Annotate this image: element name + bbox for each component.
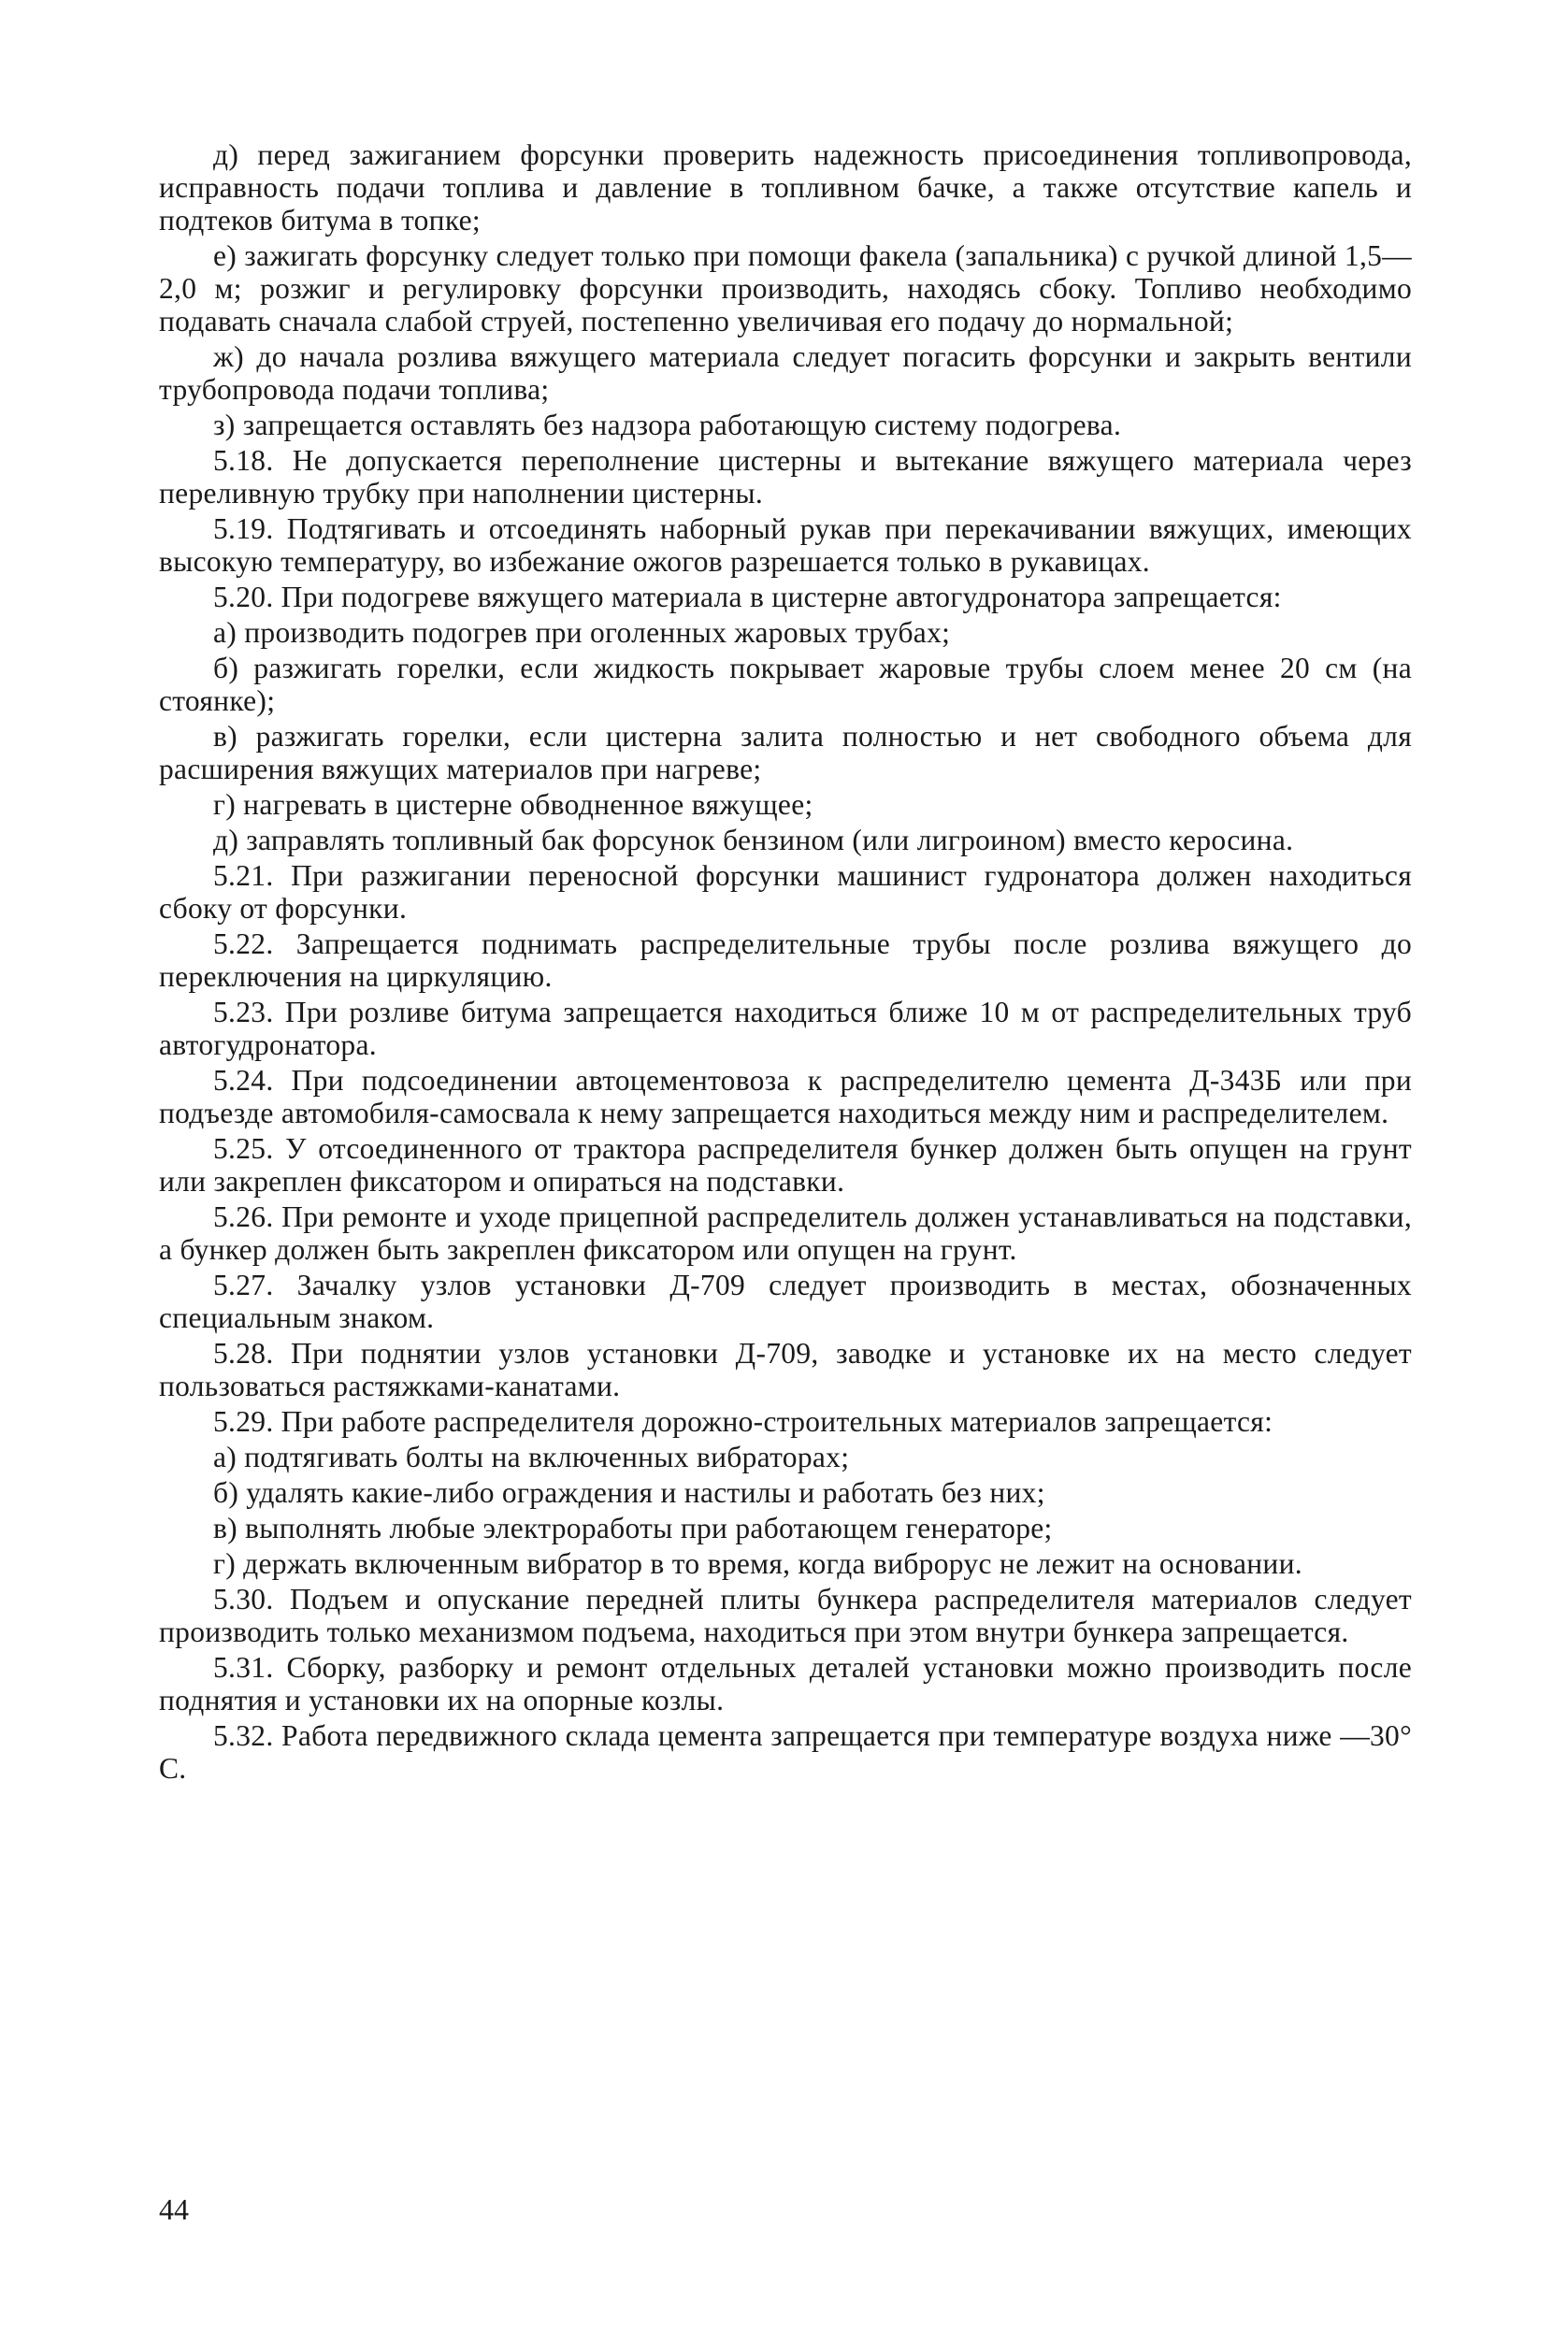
paragraph-5-29-v: в) выполнять любые электроработы при работающем генераторе; [213,1512,1053,1544]
paragraph-5-29-b: б) удалять какие-либо ограждения и настилы и работать без них; [213,1476,1045,1509]
paragraph-5-28: 5.28. При поднятии узлов установки Д-709, заводке и установке их на место следует пользоваться растяжками-канатами. [159,1337,1412,1402]
paragraph-e-torch-ignition: е) зажигать форсунку следует только при помощи факела (запальника) с ручкой длиной 1,5—2,0 м; розжиг и регулировку форсунки производить, находясь сбоку. Топливо необходимо подавать сначала слабой струей, постепенно увеличивая его подачу до нормальной; [159,239,1412,338]
paragraph-5-26: 5.26. При ремонте и уходе прицепной распределитель должен устанавливаться на подставки, а бункер должен быть закреплен фиксатором или опущен на грунт. [159,1200,1412,1266]
paragraph-5-30: 5.30. Подъем и опускание передней плиты бункера распределителя материалов следует производить только механизмом подъема, находиться при этом внутри бункера запрещается. [159,1583,1412,1648]
paragraph-5-18: 5.18. Не допускается переполнение цистерны и вытекание вяжущего материала через переливную трубку при наполнении цистерны. [159,444,1412,510]
paragraph-5-22: 5.22. Запрещается поднимать распределительные трубы после розлива вяжущего до переключения на циркуляцию. [159,927,1412,993]
paragraph-5-20-b: б) разжигать горелки, если жидкость покрывает жаровые трубы слоем менее 20 см (на стоянке); [159,652,1412,717]
paragraph-5-23: 5.23. При розливе битума запрещается находиться ближе 10 м от распределительных труб автогудронатора. [159,996,1412,1061]
paragraph-5-32: 5.32. Работа передвижного склада цемента запрещается при температуре воздуха ниже —30° С. [159,1719,1412,1785]
paragraph-5-29-g: г) держать включенным вибратор в то время, когда виброрус не лежит на основании. [213,1547,1302,1580]
paragraph-5-20-d: д) заправлять топливный бак форсунок бензином (или лигроином) вместо керосина. [213,824,1294,856]
paragraph-5-24: 5.24. При подсоединении автоцементовоза к распределителю цемента Д-343Б или при подъезде автомобиля-самосвала к нему запрещается находиться между ним и распределителем. [159,1064,1412,1129]
paragraph-5-25: 5.25. У отсоединенного от трактора распределителя бункер должен быть опущен на грунт или закреплен фиксатором и опираться на подставки. [159,1132,1412,1198]
paragraph-5-21: 5.21. При разжигании переносной форсунки машинист гудронатора должен находиться сбоку от форсунки. [159,859,1412,925]
paragraph-5-19: 5.19. Подтягивать и отсоединять наборный рукав при перекачивании вяжущих, имеющих высокую температуру, во избежание ожогов разрешается только в рукавицах. [159,512,1412,578]
paragraph-5-29: 5.29. При работе распределителя дорожно-строительных материалов запрещается: [213,1405,1273,1438]
paragraph-5-31: 5.31. Сборку, разборку и ремонт отдельных деталей установки можно производить после поднятия и установки их на опорные козлы. [159,1651,1412,1716]
paragraph-z-supervision: з) запрещается оставлять без надзора работающую систему подогрева. [213,409,1122,441]
paragraph-zh-extinguish-nozzles: ж) до начала розлива вяжущего материала следует погасить форсунки и закрыть вентили трубопровода подачи топлива; [159,340,1412,406]
page-number: 44 [159,2192,189,2226]
paragraph-5-27: 5.27. Зачалку узлов установки Д-709 следует производить в местах, обозначенных специальным знаком. [159,1269,1412,1334]
paragraph-5-20-g: г) нагревать в цистерне обводненное вяжущее; [213,788,813,821]
page-body [159,138,1412,1788]
paragraph-5-20-a: а) производить подогрев при оголенных жаровых трубах; [213,616,951,649]
paragraph-5-20-v: в) разжигать горелки, если цистерна залита полностью и нет свободного объема для расширения вяжущих материалов при нагреве; [159,720,1412,785]
paragraph-d-ignition-check: д) перед зажиганием форсунки проверить надежность присоединения топливопровода, исправность подачи топлива и давление в топливном бачке, а также отсутствие капель и подтеков битума в топке; [159,138,1412,237]
paragraph-5-29-a: а) подтягивать болты на включенных вибраторах; [213,1441,850,1473]
paragraph-5-20: 5.20. При подогреве вяжущего материала в цистерне автогудронатора запрещается: [213,581,1282,613]
